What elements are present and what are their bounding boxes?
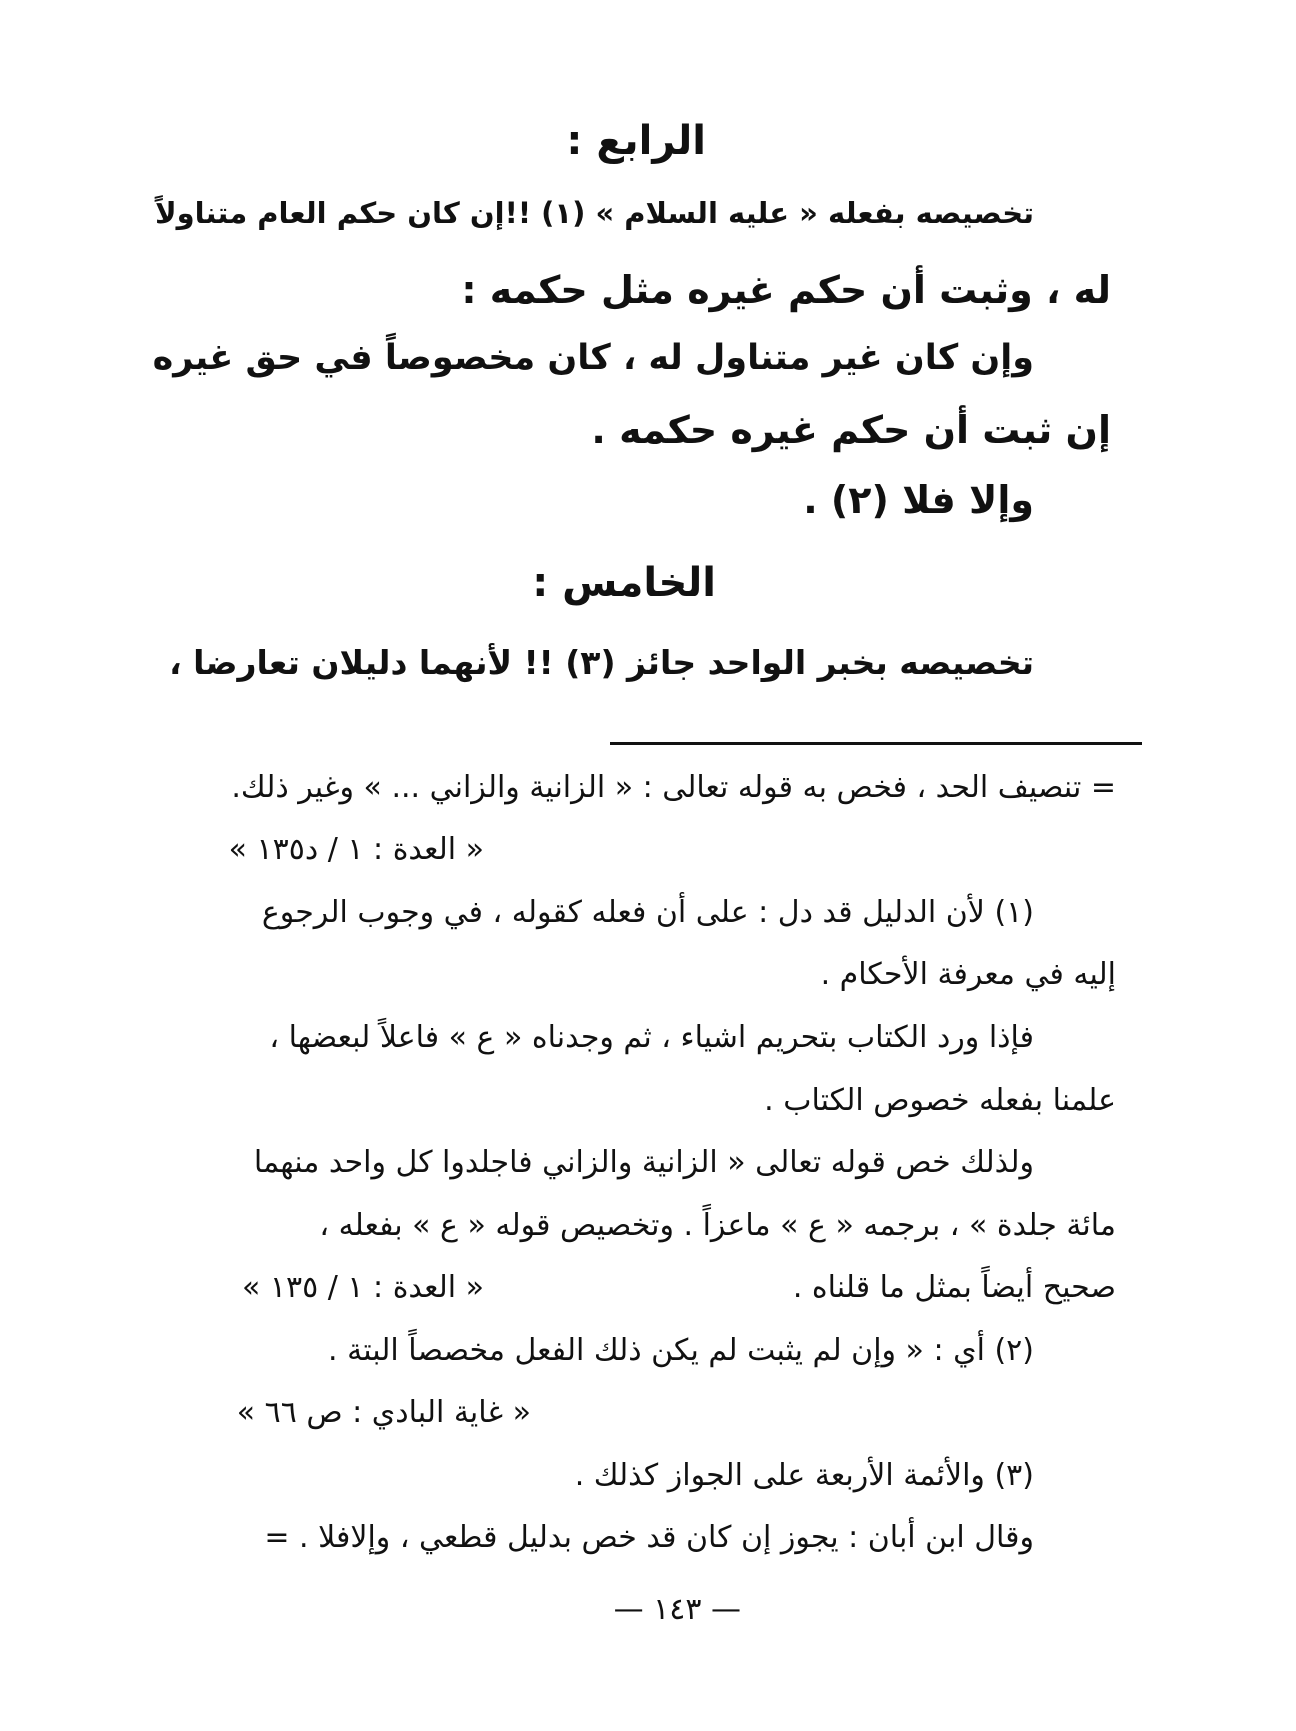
footnote-3-line-1: (٣) والأئمة الأربعة على الجواز كذلك . [574,1458,1034,1493]
footnote-2-line-1: (٢) أي : « وإن لم يثبت لم يكن ذلك الفعل مخصصاً البتة . [328,1333,1034,1368]
main-line-4: إن ثبت أن حكم غيره حكمه . [591,408,1111,452]
main-line-2: له ، وثبت أن حكم غيره مثل حكمه : [461,268,1111,312]
footnote-3-line-2: وقال ابن أبان : يجوز إن كان قد خص بدليل قطعي ، وإلافلا . = [264,1520,1034,1555]
footnote-2-reference: « غاية البادي : ص ٦٦ » [236,1395,531,1430]
footnote-1-line-3: فإذا ورد الكتاب بتحريم اشياء ، ثم وجدناه « ع » فاعلاً لبعضها ، [269,1020,1034,1055]
footnote-1-line-1: (١) لأن الدليل قد دل : على أن فعله كقوله ، في وجوب الرجوع [261,895,1034,930]
footnote-1-line-5: ولذلك خص قوله تعالى « الزانية والزاني فاجلدوا كل واحد منهما [253,1145,1034,1180]
footnote-1-line-2: إليه في معرفة الأحكام . [820,957,1116,992]
footnote-1-line-6: مائة جلدة » ، برجمه « ع » ماعزاً . وتخصيص قوله « ع » بفعله ، [319,1208,1116,1243]
main-line-1: تخصيصه بفعله « عليه السلام » (١) !!إن كان حكم العام متناولاً [155,196,1034,230]
footnote-1-line-7: صحيح أيضاً بمثل ما قلناه . [792,1270,1116,1305]
heading-fifth: الخامس : [532,560,716,606]
footnote-separator [610,742,1142,745]
footnote-1-line-4: علمنا بفعله خصوص الكتاب . [764,1083,1116,1118]
main-line-6: تخصيصه بخبر الواحد جائز (٣) !! لأنهما دليلان تعارضا ، [169,643,1034,682]
footnote-continuation: = تنصيف الحد ، فخص به قوله تعالى : « الزانية والزاني ... » وغير ذلك. [231,770,1116,805]
footnote-reference: « العدة : ١ / د١٣٥ » [228,832,484,867]
main-line-3: وإن كان غير متناول له ، كان مخصوصاً في حق غيره [152,338,1034,378]
main-line-5: وإلا فلا (٢) . [803,478,1034,522]
heading-fourth: الرابع : [566,118,706,164]
page-number: — ١٤٣ — [613,1592,741,1627]
footnote-1-reference: « العدة : ١ / ١٣٥ » [241,1270,484,1305]
